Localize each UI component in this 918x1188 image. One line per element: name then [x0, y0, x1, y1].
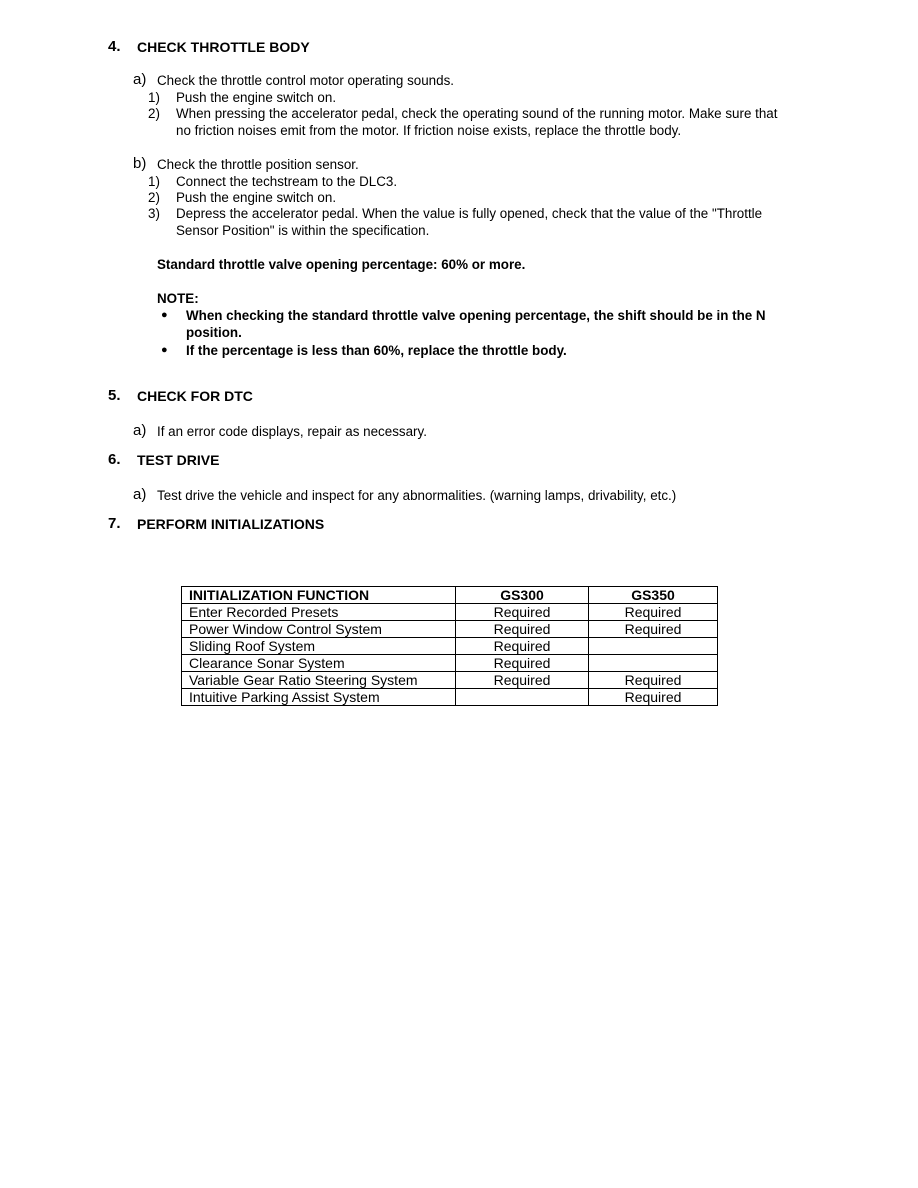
note-bullet-2: ● [161, 344, 168, 356]
section-5-number: 5. [108, 387, 121, 404]
s4-b-step-3-line-2: Sensor Position" is within the specification. [176, 223, 430, 238]
row-function: Intuitive Parking Assist System [182, 689, 456, 706]
s5-a-letter: a) [133, 422, 147, 439]
section-7-title: PERFORM INITIALIZATIONS [137, 516, 325, 532]
section-7-number: 7. [108, 515, 121, 532]
note-item-1-line-2: position. [186, 325, 242, 340]
row-function: Clearance Sonar System [182, 655, 456, 672]
row-gs350: Required [589, 689, 718, 706]
note-bullet-1: ● [161, 309, 168, 321]
row-gs350 [589, 655, 718, 672]
s4-a-letter: a) [133, 71, 147, 88]
row-gs350: Required [589, 621, 718, 638]
s6-a-letter: a) [133, 486, 147, 503]
s4-a-step-2-num: 2) [148, 106, 160, 121]
section-5-title: CHECK FOR DTC [137, 388, 253, 404]
table-row [182, 655, 718, 672]
initialization-table [181, 586, 718, 706]
standard-spec: Standard throttle valve opening percentage: 60% or more. [157, 257, 526, 272]
s4-a-step-2-line-1: When pressing the accelerator pedal, check the operating sound of the running motor. Make sure that [176, 106, 778, 121]
s4-b-step-1-num: 1) [148, 174, 160, 189]
s4-a-text: Check the throttle control motor operating sounds. [157, 73, 454, 88]
row-gs300: Required [456, 638, 589, 655]
row-gs350: Required [589, 604, 718, 621]
s4-b-step-3-line-1: Depress the accelerator pedal. When the value is fully opened, check that the value of the "Throttle [176, 206, 763, 221]
s4-b-step-2-num: 2) [148, 190, 160, 205]
row-gs350: Required [589, 672, 718, 689]
s4-a-step-1-text: Push the engine switch on. [176, 90, 337, 105]
table-row [182, 638, 718, 655]
s4-b-step-1-text: Connect the techstream to the DLC3. [176, 174, 398, 189]
s4-b-letter: b) [133, 155, 147, 172]
s4-b-step-3-num: 3) [148, 206, 160, 221]
table-row [182, 672, 718, 689]
row-gs300: Required [456, 655, 589, 672]
note-item-2-line-1: If the percentage is less than 60%, replace the throttle body. [186, 343, 567, 358]
header-gs300: GS300 [456, 587, 589, 604]
row-gs300 [456, 689, 589, 706]
row-function: Enter Recorded Presets [182, 604, 456, 621]
table-row [182, 604, 718, 621]
row-gs300: Required [456, 621, 589, 638]
row-function: Sliding Roof System [182, 638, 456, 655]
s6-a-text: Test drive the vehicle and inspect for any abnormalities. (warning lamps, drivability, etc.) [157, 488, 677, 503]
section-4-number: 4. [108, 38, 121, 55]
section-6-title: TEST DRIVE [137, 452, 220, 468]
row-gs300: Required [456, 672, 589, 689]
table-row [182, 621, 718, 638]
s4-a-step-2-line-2: no friction noises emit from the motor. If friction noise exists, replace the throttle body. [176, 123, 682, 138]
table-row [182, 689, 718, 706]
s4-a-step-1-num: 1) [148, 90, 160, 105]
note-label: NOTE: [157, 291, 199, 306]
note-item-1-line-1: When checking the standard throttle valve opening percentage, the shift should be in the N [186, 308, 766, 323]
row-function: Variable Gear Ratio Steering System [182, 672, 456, 689]
table-header-row [182, 587, 718, 604]
header-function: INITIALIZATION FUNCTION [182, 587, 456, 604]
section-4-title: CHECK THROTTLE BODY [137, 39, 310, 55]
section-6-number: 6. [108, 451, 121, 468]
s4-b-text: Check the throttle position sensor. [157, 157, 359, 172]
s5-a-text: If an error code displays, repair as necessary. [157, 424, 427, 439]
row-function: Power Window Control System [182, 621, 456, 638]
header-gs350: GS350 [589, 587, 718, 604]
row-gs300: Required [456, 604, 589, 621]
row-gs350 [589, 638, 718, 655]
s4-b-step-2-text: Push the engine switch on. [176, 190, 337, 205]
